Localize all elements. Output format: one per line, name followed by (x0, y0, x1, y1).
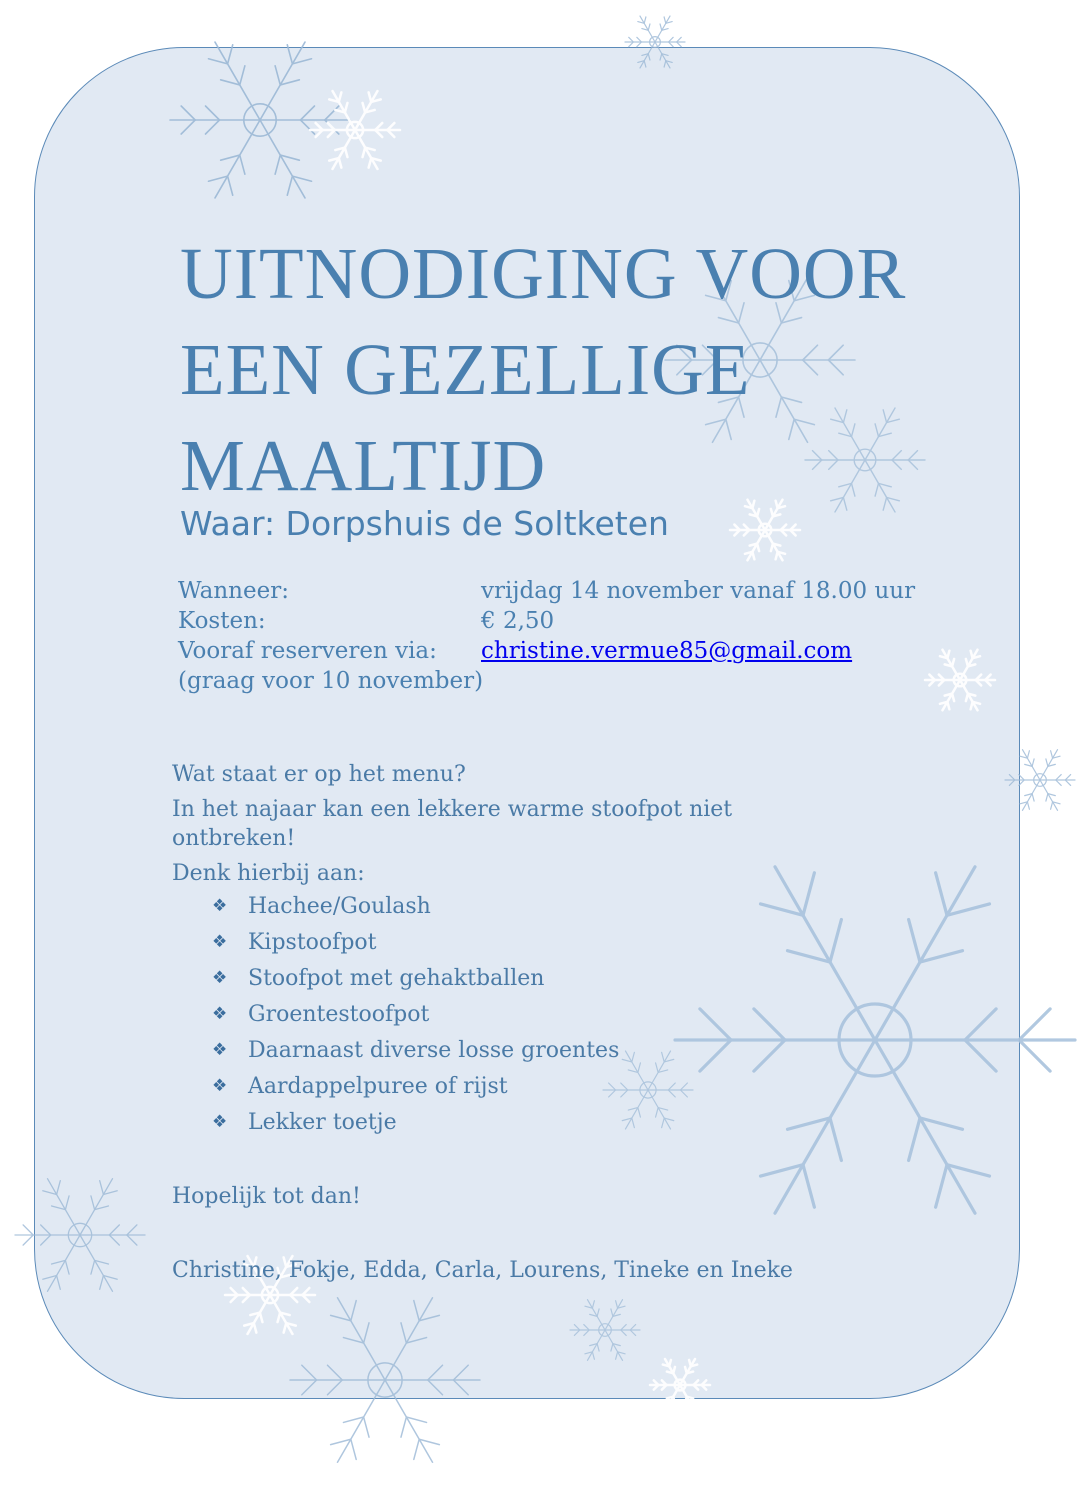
detail-row-reserve (178, 636, 915, 666)
menu-list (172, 888, 812, 1140)
menu-item (212, 1068, 812, 1104)
event-details (178, 576, 915, 696)
intro-line-2: ontbreken! (172, 826, 296, 851)
snowflake-icon (170, 42, 350, 198)
menu-item (212, 960, 812, 996)
snowflake-icon (290, 1298, 480, 1463)
menu-item (212, 888, 812, 924)
email-link[interactable]: christine.vermue85@gmail.com (481, 638, 853, 664)
diamond-bullet-icon: ❖ (212, 931, 228, 952)
cost-label: Kosten: (178, 608, 266, 634)
menu-item-label: Stoofpot met gehaktballen (248, 965, 545, 991)
closing-line: Hopelijk tot dan! (172, 1184, 361, 1209)
reserve-label: Vooraf reserveren via: (178, 638, 437, 664)
diamond-bullet-icon: ❖ (212, 895, 228, 916)
menu-section (172, 760, 812, 1283)
snowflake-icon (570, 1300, 640, 1361)
menu-item (212, 924, 812, 960)
snowflake-icon (625, 16, 685, 68)
location-subtitle: Waar: Dorpshuis de Soltketen (180, 504, 669, 543)
title-line-2: EEN GEZELLIGE (180, 329, 751, 410)
cost-value: € 2,50 (481, 608, 555, 634)
diamond-bullet-icon: ❖ (212, 1111, 228, 1132)
when-value: vrijdag 14 november vanaf 18.00 uur (481, 578, 916, 604)
organizer-names: Christine, Fokje, Edda, Carla, Lourens, Tineke en Ineke (172, 1258, 793, 1283)
title-line-3: MAALTIJD (180, 425, 547, 506)
detail-row-note (178, 666, 915, 696)
menu-item-label: Kipstoofpot (248, 929, 377, 955)
diamond-bullet-icon: ❖ (212, 1003, 228, 1024)
reserve-value (481, 636, 852, 666)
snowflake-icon (925, 650, 995, 711)
when-label: Wanneer: (178, 578, 289, 604)
menu-item (212, 1104, 812, 1140)
menu-item-label: Daarnaast diverse losse groentes (248, 1037, 620, 1063)
detail-row-when (178, 576, 915, 606)
menu-item (212, 996, 812, 1032)
snowflake-icon (650, 1359, 710, 1411)
menu-item-label: Groentestoofpot (248, 1001, 430, 1027)
menu-question: Wat staat er op het menu? (172, 762, 466, 787)
snowflake-icon (15, 1179, 145, 1292)
diamond-bullet-icon: ❖ (212, 1039, 228, 1060)
think-of-label: Denk hierbij aan: (172, 861, 365, 886)
snowflake-icon (310, 91, 400, 169)
menu-item-label: Aardappelpuree of rijst (248, 1073, 508, 1099)
snowflake-icon (1005, 750, 1075, 811)
menu-item-label: Hachee/Goulash (248, 893, 431, 919)
menu-item (212, 1032, 812, 1068)
detail-row-cost (178, 606, 915, 636)
invitation-title (180, 226, 1010, 514)
title-line-1: UITNODIGING VOOR (180, 233, 907, 314)
menu-item-label: Lekker toetje (248, 1109, 397, 1135)
reserve-note: (graag voor 10 november) (178, 668, 484, 694)
diamond-bullet-icon: ❖ (212, 967, 228, 988)
intro-line-1: In het najaar kan een lekkere warme stoofpot niet (172, 797, 733, 822)
diamond-bullet-icon: ❖ (212, 1075, 228, 1096)
